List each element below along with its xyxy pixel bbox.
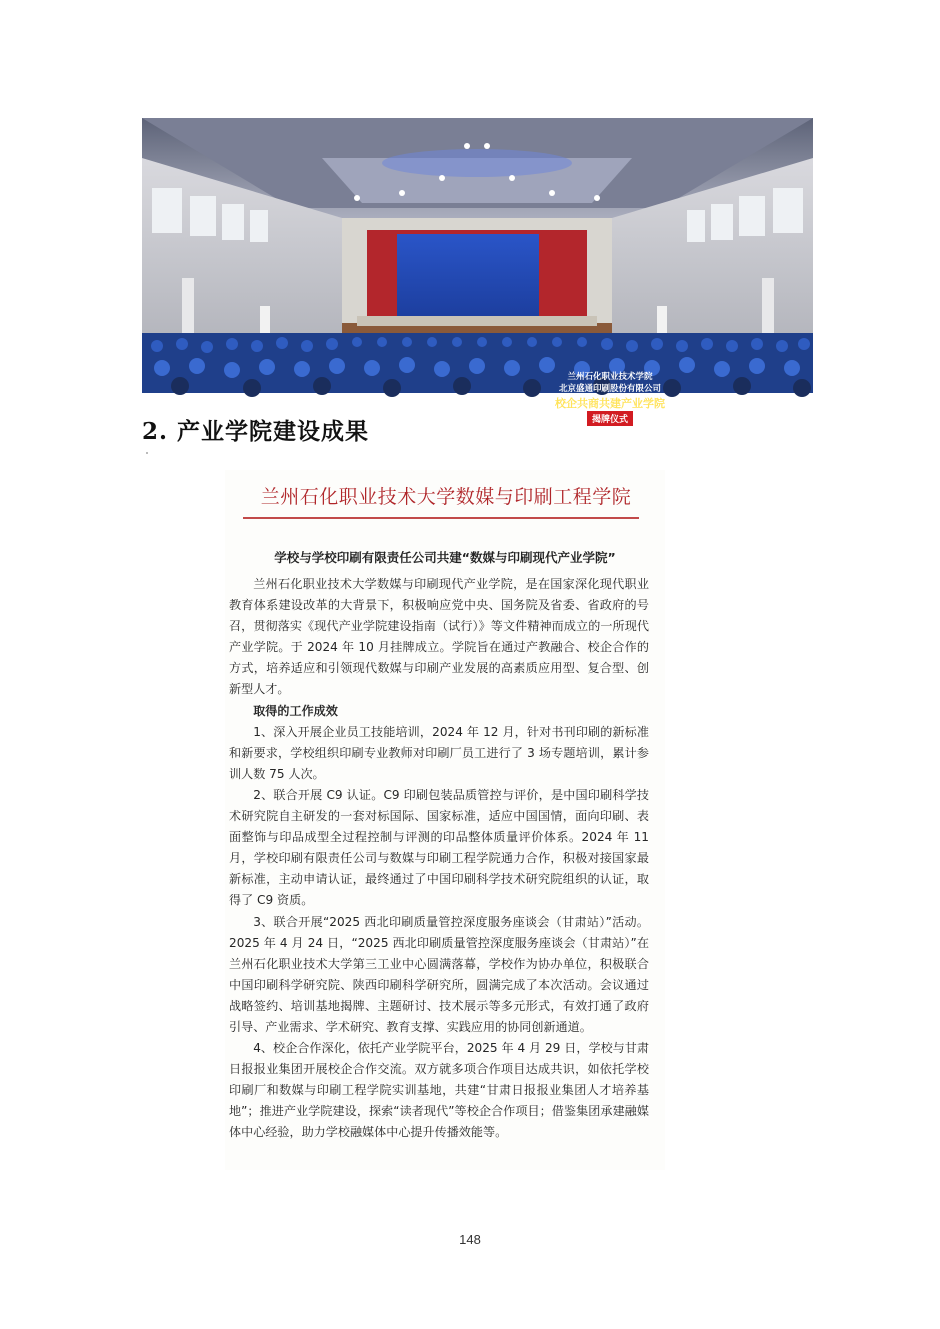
intro-paragraph: 兰州石化职业技术大学数媒与印刷现代产业学院，是在国家深化现代职业教育体系建设改革的大背景下，积极响应党中央、国务院及省委、省政府的号召，贯彻落实《现代产业学院建设指南（试行）》等文件精神而成立的一所现代产业学院。于 2024 年 10 月挂牌成立。学院旨在通过产教融合、校企合作的方式，培养适应和引领现代数媒与印刷产业发展的高素质应用型、复合型、创新型人才。 [229,577,649,697]
result-paragraph-3: 3、联合开展“2025 西北印刷质量管控深度服务座谈会（甘肃站）”活动。2025 年 4 月 24 日，“2025 西北印刷质量管控深度服务座谈会（甘肃站）”在兰州石化职业技术大学第三工业中心圆满落幕，学校作为协办单位，积极联合中国印刷科学研究院、陕西印刷科学研究所，圆满完成了本次活动。会议通过战略签约、培训基地揭牌、主题研讨、技术展示等多元形式，有效打通了政府引导、产业需求、学术研究、教育支撑、实践应用的协同创新通道。 [229,914,649,1034]
screen-line-2: 北京盛通印刷股份有限公司 [558,384,661,394]
results-subheading: 取得的工作成效 [253,703,338,718]
screen-line-3: 校企共商共建产业学院 [555,397,665,410]
document-title: 学校与学校印刷有限责任公司共建“数媒与印刷现代产业学院” [274,550,616,565]
header-divider [243,517,639,519]
auditorium-illustration [142,118,813,393]
result-paragraph-2: 2、联合开展 C9 认证。C9 印刷包装品质管控与评价，是中国印刷科学技术研究院自主研发的一套对标国际、国家标准，适应中国国情，面向印刷、表面整饰与印品成型全过程控制与评测的印品整体质量评价体系。2024 年 11 月，学校印刷有限责任公司与数媒与印刷工程学院通力合作，积极对接国家最新标准，主动申请认证，最终通过了中国印刷科学技术研究院组织的认证，取得了 C9 资质。 [229,787,649,908]
document-header: 兰州石化职业技术大学数媒与印刷工程学院 [260,486,632,508]
scan-speck [146,452,148,454]
screen-line-4: 揭牌仪式 [587,411,633,426]
result-paragraph-1: 1、深入开展企业员工技能培训，2024 年 12 月，针对书刊印刷的新标准和新要求，学校组织印刷专业教师对印刷厂员工进行了 3 场专题培训，累计参训人数 75 人次。 [229,724,649,781]
screen-line-1: 兰州石化职业技术学院 [567,372,653,382]
conference-photo [142,118,813,425]
section-heading: 2. 产业学院建设成果 [142,418,370,445]
scanned-document [225,470,665,1170]
result-paragraph-4: 4、校企合作深化，依托产业学院平台，2025 年 4 月 29 日，学校与甘肃日报报业集团开展校企合作交流。双方就多项合作项目达成共识，如依托学校印刷厂和数媒与印刷工程学院实训基地，共建“甘肃日报报业集团人才培养基地”；推进产业学院建设，探索“读者现代”等校企合作项目；借鉴集团承建融媒体中心经验，助力学校融媒体中心提升传播效能等。 [229,1041,649,1140]
document-body [229,574,649,1144]
page-number: 148 [459,1232,481,1247]
